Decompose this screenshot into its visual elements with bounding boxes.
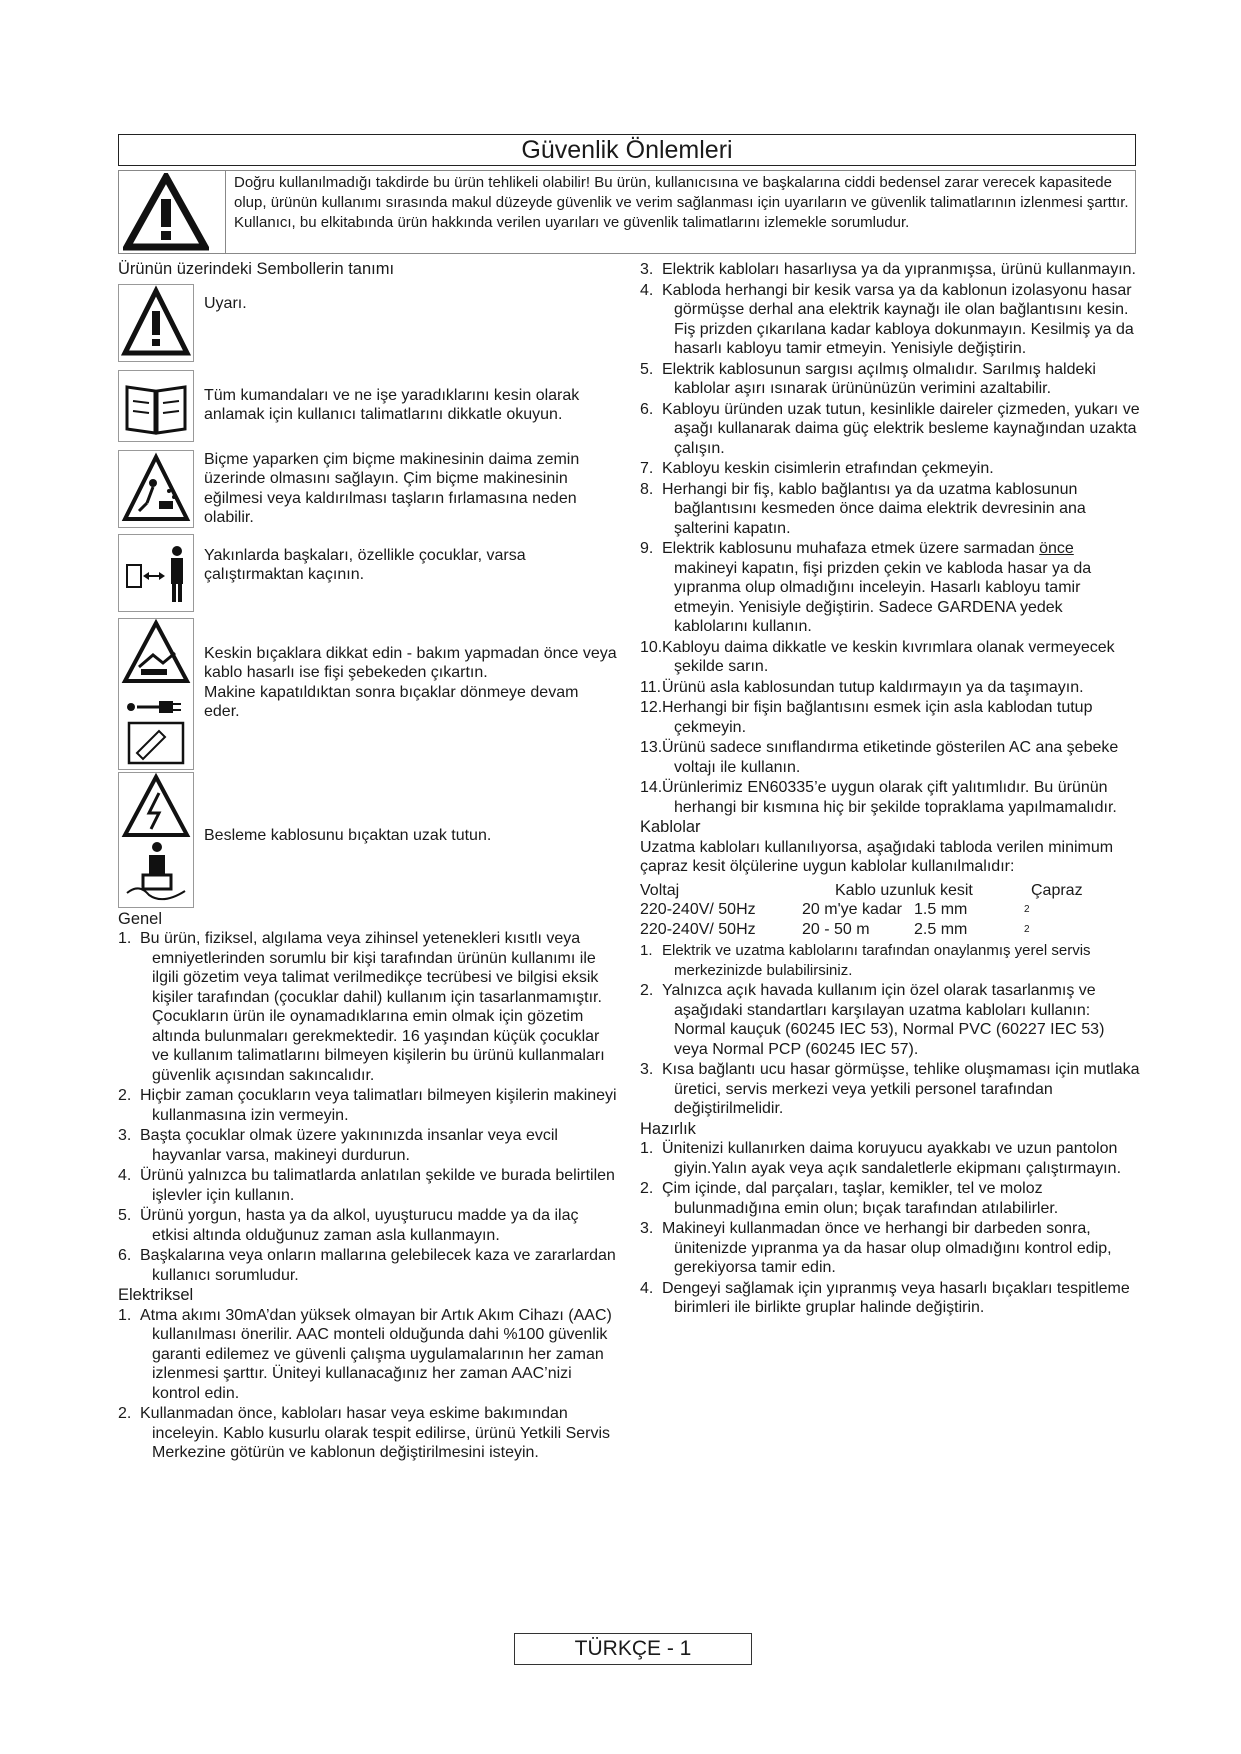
list-item: 10.Kabloyu daima dikkatle ve keskin kıvrımlara olanak vermeyecek şekilde sarın. bbox=[640, 638, 1115, 675]
list-item: 3. Makineyi kullanmadan önce ve herhangi bir darbeden sonra, ünitenizde yıpranma ya da hasar olup olmadığını kontrol edip, gerekiyorsa tamir edin. bbox=[640, 1220, 1112, 1276]
table-row: 220-240V/ 50Hz 20 - 50 m 2.5 mm 2 bbox=[640, 920, 1030, 938]
col-kablo: Kablo uzunluk kesit bbox=[835, 881, 973, 899]
list-item: 2. Çim içinde, dal parçaları, taşlar, kemikler, tel ve moloz bulunmadığına emin olun; bıçak tarafından atılabilirler. bbox=[640, 1180, 1059, 1217]
cable-table bbox=[640, 881, 1140, 940]
left-column bbox=[118, 260, 618, 1464]
cable-table-header bbox=[640, 881, 1140, 901]
open-book-icon bbox=[118, 370, 194, 442]
list-item: 6. Başkalarına veya onların mallarına gelebilecek kaza ve zararlardan kullanıcı sorumludur. bbox=[118, 1247, 616, 1284]
list-item: 5. Ürünü yorgun, hasta ya da alkol, uyuşturucu madde ya da ilaç etkisi altında olduğunuz zaman asla kullanmayın. bbox=[118, 1207, 579, 1244]
list-item: 6. Kabloyu üründen uzak tutun, kesinlikle daireler çizmeden, yukarı ve aşağı kullanarak daima güç elektrik besleme kaynağından uzakta çalışın. bbox=[640, 400, 1140, 457]
hazirlik-heading: Hazırlık bbox=[640, 1119, 696, 1138]
list-item: 8. Herhangi bir fiş, kablo bağlantısı ya da uzatma kablosunun bağlantısını kesmeden önce daima elektrik devresinin ana şalterini kapatın. bbox=[640, 480, 1086, 537]
warning-icon bbox=[118, 284, 194, 362]
list-item: 4. Dengeyi sağlamak için yıpranmış veya hasarlı bıçakları tespitleme birimleri ile birlikte gruplar halinde değiştirin. bbox=[640, 1279, 1130, 1316]
table-row: 220-240V/ 50Hz 20 m'ye kadar 1.5 mm 2 bbox=[640, 901, 1030, 918]
elektriksel-list bbox=[118, 1306, 618, 1463]
kablolar-intro: Uzatma kabloları kullanılıyorsa, aşağıdaki tabloda verilen minimum çapraz kesit ölçülerine uygun kablolar kullanılmalıdır: bbox=[640, 838, 1114, 875]
list-item: 7. Kabloyu keskin cisimlerin etrafından çekmeyin. bbox=[640, 460, 994, 477]
list-item: 3. Başta çocuklar olmak üzere yakınınızda insanlar veya evcil hayvanlar varsa, makineyi durdurun. bbox=[118, 1127, 558, 1164]
list-item: 4. Kabloda herhangi bir kesik varsa ya da kablonun izolasyonu hasar görmüşse derhal ana elektrik kaynağı ile olan bağlantısını kesin. Fiş prizden çıkarılana kadar kabloya dokunmayın. Kesilmiş ya da hasarlı kabloyu tamir etmeyin. Yenisiyle değiştirin. bbox=[640, 281, 1134, 357]
symbol-manual bbox=[118, 370, 618, 446]
list-item: 3. Kısa bağlantı ucu hasar görmüşse, tehlike oluşmaması için mutlaka üretici, servis merkezi veya yetkili personel tarafından değiştirilmelidir. bbox=[640, 1061, 1140, 1117]
kablolar-heading: Kablolar bbox=[640, 818, 701, 836]
list-item: 1. Atma akımı 30mA’dan yüksek olmayan bir Artık Akım Cihazı (AAC) kullanılması önerilir. AAC monteli olduğunda dahi %100 güvenlik garanti edilemez ve güvenli çalışma uygulamalarının her zaman izlenmesi şarttır. Üniteyi kullanacağınız her zaman AAC’nizi kontrol edin. bbox=[118, 1306, 612, 1402]
col-voltaj: Voltaj bbox=[640, 881, 680, 899]
symbol-bystanders bbox=[118, 534, 618, 614]
symbol-blades bbox=[118, 618, 618, 768]
list-item: 1. Bu ürün, fiziksel, algılama veya zihinsel yetenekleri kısıtlı veya emniyetlerinden sorumlu bir kişi tarafından ürünün kullanımı ile ilgili gözetim veya talimat verilmedikçe tecrübesi ve bilgisi eksik kişiler tarafından (çocuklar dahil) kullanım için tasarlanmamıştır. Çocukların ürün ile oynamadıklarına emin olmak için gözetim altında bulunmaları gerekmektedir. 16 yaşından küçük çocuklar ve kullanım talimatlarını bilmeyen kişilerin bu ürünü kullanmaları güvenlik açısından sakıncalıdır. bbox=[118, 930, 605, 1084]
symbols-heading: Ürünün üzerindeki Sembollerin tanımı bbox=[118, 260, 395, 278]
page-footer: TÜRKÇE - 1 bbox=[514, 1633, 752, 1665]
genel-heading: Genel bbox=[118, 909, 163, 928]
list-item: 5. Elektrik kablosunun sargısı açılmış olmalıdır. Sarılmış haldeki kablolar aşırı ısınarak ürününüzün verimini azaltabilir. bbox=[640, 360, 1096, 397]
keep-distance-icon bbox=[118, 534, 194, 612]
electric-shock-icon bbox=[118, 772, 194, 908]
warning-triangle-icon bbox=[123, 173, 209, 251]
col-capraz: Çapraz bbox=[1031, 881, 1083, 899]
symbol-text-stones: Biçme yaparken çim biçme makinesinin daima zemin üzerinde olmasını sağlayın. Çim biçme makinesinin eğilmesi veya kaldırılması taşların fırlamasına neden olabilir. bbox=[204, 450, 580, 526]
symbol-text-warning: Uyarı. bbox=[204, 294, 247, 312]
list-item: 13.Ürünü sadece sınıflandırma etiketinde gösterilen AC ana şebeke voltajı ile kullanın. bbox=[640, 739, 1119, 776]
thrown-objects-icon bbox=[118, 450, 194, 528]
intro-text: Doğru kullanılmadığı takdirde bu ürün tehlikeli olabilir! Bu ürün, kullanıcısına ve başkalarına ciddi bedensel zarar verecek kapasitede olup, ürünün kullanımı sırasında makul düzeyde güvenlik ve verim sağlanması için uyarıların ve güvenlik talimatlarının izlenmesi şarttır. Kullanıcı, bu elkitabında ürün hakkında verilen uyarıları ve güvenlik talimatlarını izlemekle sorumludur. bbox=[225, 171, 1134, 253]
intro-warning-box bbox=[118, 170, 1136, 254]
genel-list bbox=[118, 929, 618, 1285]
page-title: Güvenlik Önlemleri bbox=[118, 134, 1136, 166]
list-item: 4. Ürünü yalnızca bu talimatlarda anlatılan şekilde ve burada belirtilen işlevler için kullanın. bbox=[118, 1167, 615, 1204]
symbol-warning bbox=[118, 284, 618, 366]
kablolar-list bbox=[640, 941, 1140, 1119]
list-item: 2. Yalnızca açık havada kullanım için özel olarak tasarlanmış ve aşağıdaki standartları karşılayan uzatma kabloları kullanın: Normal kauçuk (60245 IEC 53), Normal PVC (60227 IEC 53) veya Normal PCP (60245 IEC 57). bbox=[640, 982, 1105, 1058]
symbol-text-blades: Keskin bıçaklara dikkat edin - bakım yapmadan önce veya kablo hasarlı ise fişi şebekeden çıkartın. bbox=[204, 644, 617, 681]
sharp-blades-icon bbox=[118, 618, 194, 770]
list-item: 12.Herhangi bir fişin bağlantısını esmek için asla kablodan tutup çekmeyin. bbox=[640, 699, 1093, 736]
list-item: 1. Elektrik ve uzatma kablolarını tarafından onaylanmış yerel servis merkezinizde bulabilirsiniz. bbox=[640, 942, 1091, 979]
symbol-text-blades-rotate: Makine kapatıldıktan sonra bıçaklar dönmeye devam eder. bbox=[204, 683, 579, 720]
right-column bbox=[640, 260, 1140, 1319]
list-item: 3. Elektrik kabloları hasarlıysa ya da yıpranmışsa, ürünü kullanmayın. bbox=[640, 261, 1136, 278]
elektriksel-heading: Elektriksel bbox=[118, 1286, 194, 1304]
symbol-text-manual: Tüm kumandaları ve ne işe yaradıklarını kesin olarak anlamak için kullanıcı talimatlarını dikkatle okuyun. bbox=[204, 386, 580, 423]
hazirlik-list bbox=[640, 1139, 1140, 1318]
symbol-cable bbox=[118, 772, 618, 906]
list-item: 2. Hiçbir zaman çocukların veya talimatları bilmeyen kişilerin makineyi kullanmasına izin vermeyin. bbox=[118, 1087, 617, 1124]
list-item: 14.Ürünlerimiz EN60335’e uygun olarak çift yalıtımlıdır. Bu ürünün herhangi bir kısmına hiç bir şekilde topraklama yapılmamalıdır. bbox=[640, 779, 1117, 816]
symbol-text-cable: Besleme kablosunu bıçaktan uzak tutun. bbox=[204, 826, 492, 844]
list-item: 9. Elektrik kablosunu muhafaza etmek üzere sarmadan önce makineyi kapatın, fişi prizden çekin ve kabloda hasar ya da yıpranma olup olmadığını inceleyin. Hasarlı kabloyu tamir etmeyin. Yenisiyle değiştirin. Sadece GARDENA yedek kablolarını kullanın. bbox=[640, 540, 1092, 635]
list-item: 11.Ürünü asla kablosundan tutup kaldırmayın ya da taşımayın. bbox=[640, 678, 1084, 696]
list-item: 1. Ünitenizi kullanırken daima koruyucu ayakkabı ve uzun pantolon giyin.Yalın ayak veya açık sandaletlerle ekipmanı çalıştırmayın. bbox=[640, 1140, 1122, 1177]
symbol-text-bystanders: Yakınlarda başkaları, özellikle çocuklar, varsa çalıştırmaktan kaçının. bbox=[204, 546, 526, 583]
list-item: 2. Kullanmadan önce, kabloları hasar veya eskime bakımından inceleyin. Kablo kusurlu olarak tespit edilirse, ürünü Yetkili Servis Merkezine götürün ve kablonun değiştirilmesini isteyin. bbox=[118, 1405, 611, 1461]
symbol-stones bbox=[118, 450, 618, 530]
